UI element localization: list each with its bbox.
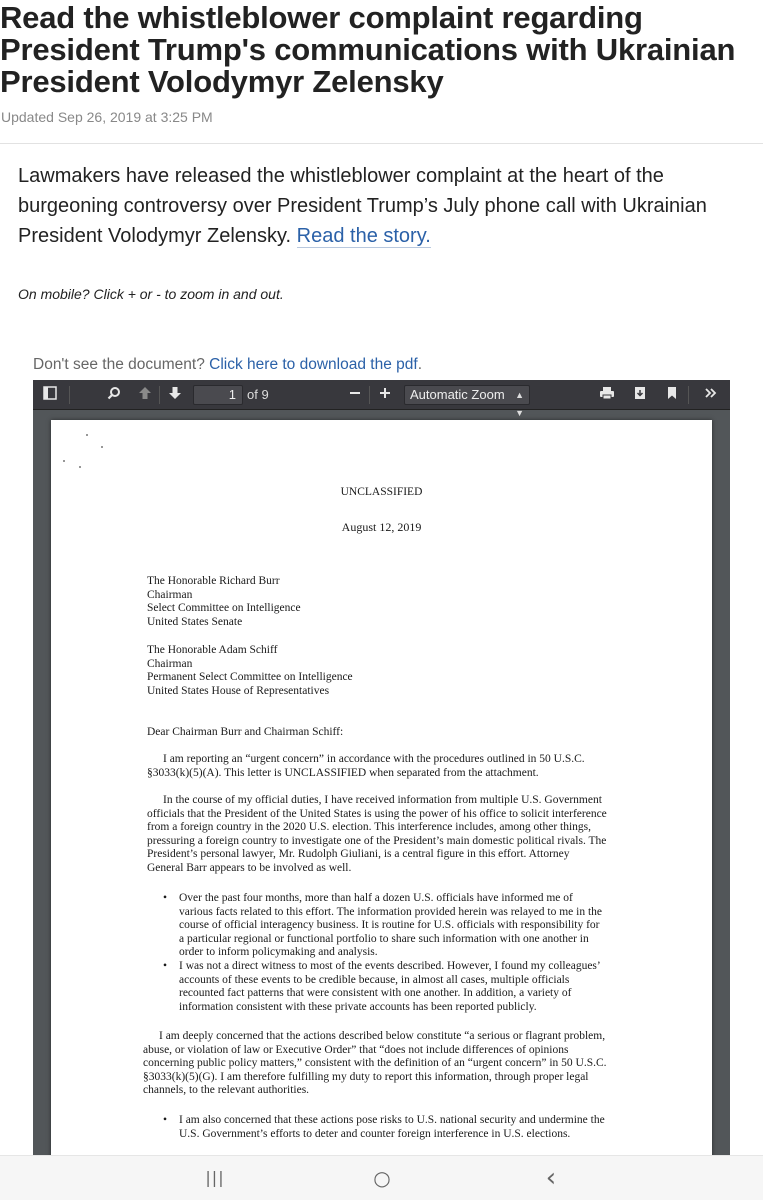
caret-updown-icon: ▲ ▼ [515, 390, 524, 418]
doc-bullet-list-1 [163, 892, 605, 1014]
double-chevron-icon[interactable] [700, 385, 722, 405]
doc-bullet-text: Over the past four months, more than half a dozen U.S. officials have informed me of various facts related to this effort. The information provided herein was relayed to me in the course of official interagency business. It is routine for U.S. officials with responsibility for a particular regional or functional portfolio to share such information with one another in order to inform policymaking and analysis. [179, 892, 603, 959]
download-line [33, 356, 422, 374]
toolbar-separator [369, 386, 370, 404]
recipient-line: Chairman [147, 657, 193, 670]
recipient-line: Chairman [147, 588, 193, 601]
scan-speck [63, 460, 65, 462]
download-icon[interactable] [629, 385, 651, 405]
bookmark-icon[interactable] [661, 385, 683, 405]
bullet-dot: • [163, 959, 168, 972]
pdf-page [51, 420, 712, 1155]
recipient-line: United States House of Representatives [147, 684, 330, 697]
doc-bullet-item [163, 892, 605, 960]
print-icon[interactable] [596, 385, 618, 405]
recipient-line: Select Committee on Intelligence [147, 602, 301, 615]
arrow-up-icon[interactable] [134, 385, 156, 405]
recipient-line: Permanent Select Committee on Intelligence [147, 671, 353, 684]
bullet-dot: • [163, 892, 168, 904]
bullet-dot: • [163, 1114, 168, 1126]
download-pdf-link[interactable]: Click here to download the pdf [209, 356, 418, 373]
zoom-select[interactable] [404, 385, 530, 418]
doc-bullet-text: I am also concerned that these actions pose risks to U.S. national security and undermine the U.S. Government’s efforts to deter and counter foreign interference in U.S. elections. [179, 1114, 605, 1140]
arrow-down-icon[interactable] [164, 385, 186, 405]
intro-paragraph [18, 161, 738, 251]
updated-timestamp: Updated Sep 26, 2019 at 3:25 PM [1, 109, 213, 125]
search-icon[interactable] [103, 385, 125, 405]
page-count: of 9 [247, 387, 269, 402]
doc-bullet-list-2 [163, 1114, 605, 1141]
download-prefix: Don't see the document? [33, 356, 210, 373]
sidebar-toggle-icon[interactable] [39, 385, 61, 405]
page-number-input[interactable]: 1 [193, 385, 243, 405]
recipient-line: The Honorable Richard Burr [147, 575, 280, 587]
toolbar-separator [688, 386, 689, 404]
doc-date: August 12, 2019 [341, 520, 422, 534]
system-navigation-bar [0, 1155, 763, 1200]
minus-icon[interactable] [344, 385, 366, 405]
toolbar-separator [69, 386, 70, 404]
home-icon[interactable]: ○ [373, 1166, 391, 1190]
intro-text: Lawmakers have released the whistleblower complaint at the heart of the burgeoning controversy over President Trump’s July phone call with Ukrainian President Volodymyr Zelensky. [18, 165, 707, 247]
doc-paragraph-1: I am reporting an “urgent concern” in accordance with the procedures outlined in 50 U.S.C. §3033(k)(5)(A). This letter is UNCLASSIFIED when separated from the attachment. [147, 753, 585, 779]
recipient-block-2 [147, 644, 353, 698]
doc-bullet-item [163, 960, 605, 1014]
divider [0, 143, 763, 144]
doc-classification: UNCLASSIFIED [340, 486, 423, 498]
doc-paragraph-3: I am deeply concerned that the actions described below constitute “a serious or flagrant problem, abuse, or violation of law or Executive Order” that “does not include differences of opinions concerning public policy matters,” consistent with the definition of an “urgent concern” in 50 U.S.C. §3033(k)(5)(G). I am therefore fulfilling my duty to report this information, through proper legal channels, to the relevant authorities. [143, 1030, 607, 1097]
doc-bullet-item [163, 1114, 605, 1141]
recipient-line: The Honorable Adam Schiff [147, 644, 278, 656]
zoom-select-value: Automatic Zoom [410, 387, 505, 402]
toolbar-separator [159, 386, 160, 404]
read-story-link[interactable]: Read the story. [296, 225, 431, 247]
doc-salutation: Dear Chairman Burr and Chairman Schiff: [147, 726, 344, 738]
back-icon[interactable]: ‹ [545, 1163, 557, 1193]
recipient-block-1 [147, 575, 301, 629]
pdf-viewer[interactable] [33, 380, 730, 1155]
recipient-line: United States Senate [147, 615, 243, 628]
doc-bullet-text: I was not a direct witness to most of the events described. However, I found my colleagues’ accounts of these events to be credible because, in almost all cases, multiple officials recounted fact patterns that were consistent with one another. In addition, a variety of information consistent with these private accounts has been reported publicly. [179, 959, 600, 1013]
scan-speck [101, 446, 103, 448]
mobile-zoom-note: On mobile? Click + or - to zoom in and out. [18, 286, 284, 302]
scan-speck [79, 466, 81, 468]
plus-icon[interactable] [374, 385, 396, 405]
download-suffix: . [417, 356, 422, 373]
article-headline: Read the whistleblower complaint regarding President Trump's communications with Ukrainian President Volodymyr Zelensky [0, 0, 736, 99]
scan-speck [86, 434, 88, 436]
doc-paragraph-2: In the course of my official duties, I have received information from multiple U.S. Government officials that the President of the United States is using the power of his office to solicit interference from a foreign country in the 2020 U.S. election. This interference includes, among other things, pressuring a foreign country to investigate one of the President’s main domestic political rivals. The President’s personal lawyer, Mr. Rudolph Giuliani, is a central figure in this effort. Attorney General Barr appears to be involved as well. [147, 794, 607, 874]
recents-icon[interactable]: ||| [205, 1168, 225, 1187]
pdf-toolbar [33, 380, 730, 418]
